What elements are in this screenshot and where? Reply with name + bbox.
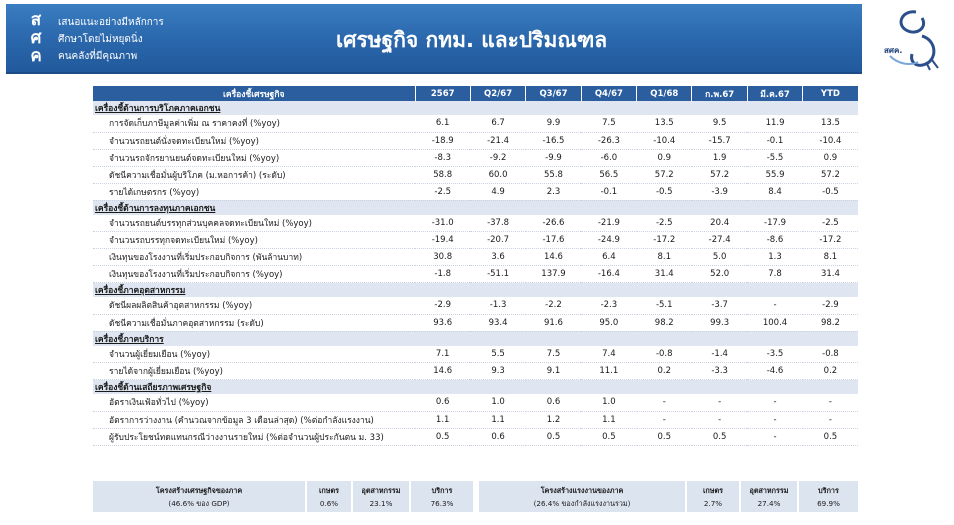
indicator-label: รายได้เกษตรกร (%yoy) <box>93 183 415 200</box>
table-row <box>93 346 858 363</box>
section-title: เครื่องชี้ด้านการบริโภคภาคเอกชน <box>93 101 858 115</box>
section-title: เครื่องชี้ภาคบริการ <box>93 331 858 346</box>
indicator-value: -37.8 <box>470 215 525 232</box>
table-row <box>93 363 858 380</box>
indicator-value: 2.3 <box>526 183 581 200</box>
indicator-value: -2.2 <box>526 297 581 314</box>
indicator-value: 5.0 <box>692 249 747 266</box>
section-row <box>93 200 858 215</box>
indicator-value: - <box>747 297 802 314</box>
indicator-value: -5.5 <box>747 149 802 166</box>
indicator-value: 1.1 <box>581 411 636 428</box>
indicator-value: -3.7 <box>692 297 747 314</box>
indicator-value: -16.4 <box>581 266 636 283</box>
indicator-value: 1.0 <box>581 394 636 411</box>
indicator-value: 57.2 <box>803 166 858 183</box>
table-row <box>93 297 858 314</box>
indicator-value: 0.5 <box>581 428 636 445</box>
indicator-value: -21.4 <box>470 132 525 149</box>
indicator-value: 14.6 <box>526 249 581 266</box>
indicator-value: -0.5 <box>637 183 692 200</box>
indicator-value: 60.0 <box>470 166 525 183</box>
indicator-value: -21.9 <box>581 215 636 232</box>
column-header: Q4/67 <box>581 86 636 101</box>
column-header: มี.ค.67 <box>747 86 802 101</box>
table-row <box>93 183 858 200</box>
table-row <box>93 115 858 132</box>
indicator-value: - <box>637 411 692 428</box>
indicator-value: 0.5 <box>526 428 581 445</box>
footer-gdp-value: 0.6% <box>319 499 339 508</box>
indicator-value: -17.9 <box>747 215 802 232</box>
table-row <box>93 215 858 232</box>
footer-labor-share: (26.4% ของกำลังแรงงานรวม) <box>533 499 631 508</box>
indicator-value: 14.6 <box>415 363 470 380</box>
indicator-value: - <box>637 394 692 411</box>
org-slogan-line: ศึกษาโดยไม่หยุดนิ่ง <box>58 34 143 45</box>
indicator-value: 99.3 <box>692 314 747 331</box>
indicator-value: -26.6 <box>526 215 581 232</box>
section-row <box>93 380 858 395</box>
indicator-value: -24.9 <box>581 232 636 249</box>
section-title: เครื่องชี้ด้านเสถียรภาพเศรษฐกิจ <box>93 380 858 395</box>
column-header: Q1/68 <box>637 86 692 101</box>
indicator-value: 7.5 <box>581 115 636 132</box>
column-header: YTD <box>803 86 858 101</box>
indicator-value: 7.8 <box>747 266 802 283</box>
column-header: 2567 <box>415 86 470 101</box>
indicator-value: - <box>747 411 802 428</box>
table-row <box>93 166 858 183</box>
indicator-value: 8.4 <box>747 183 802 200</box>
indicator-value: 0.6 <box>526 394 581 411</box>
indicator-value: -17.6 <box>526 232 581 249</box>
indicator-value: -0.1 <box>581 183 636 200</box>
footer-labor-title: โครงสร้างแรงงานของภาค <box>540 486 624 495</box>
indicator-value: -5.1 <box>637 297 692 314</box>
indicator-value: 1.1 <box>415 411 470 428</box>
indicator-label: จำนวนรถบรรทุกจดทะเบียนใหม่ (%yoy) <box>93 232 415 249</box>
indicator-value: 11.9 <box>747 115 802 132</box>
indicator-value: -2.5 <box>637 215 692 232</box>
indicator-value: 52.0 <box>692 266 747 283</box>
brand-logo <box>876 6 948 72</box>
indicator-value: - <box>803 411 858 428</box>
footer-labor-value: 27.4% <box>757 499 781 508</box>
table-row <box>93 249 858 266</box>
table-row <box>93 232 858 249</box>
org-slogan-line: คนคลังที่มีคุณภาพ <box>58 51 138 62</box>
indicator-value: -27.4 <box>692 232 747 249</box>
footer-gdp-share: (46.6% ของ GDP) <box>168 499 230 508</box>
indicator-value: 9.3 <box>470 363 525 380</box>
indicator-value: -17.2 <box>637 232 692 249</box>
indicator-label: อัตราเงินเฟ้อทั่วไป (%yoy) <box>93 394 415 411</box>
footer-labor-col <box>799 481 858 512</box>
indicator-value: 0.5 <box>692 428 747 445</box>
indicator-value: -10.4 <box>803 132 858 149</box>
indicator-value: 20.4 <box>692 215 747 232</box>
table-row <box>93 266 858 283</box>
indicator-value: 7.1 <box>415 346 470 363</box>
section-row <box>93 331 858 346</box>
indicator-value: 137.9 <box>526 266 581 283</box>
indicator-value: 6.1 <box>415 115 470 132</box>
footer-gdp-value: 23.1% <box>369 499 393 508</box>
indicator-value: 30.8 <box>415 249 470 266</box>
indicator-value: 55.9 <box>747 166 802 183</box>
indicator-value: 6.4 <box>581 249 636 266</box>
indicator-value: 93.4 <box>470 314 525 331</box>
indicator-value: - <box>692 394 747 411</box>
footer-labor-value: 69.9% <box>817 499 840 508</box>
table-row <box>93 394 858 411</box>
footer-gdp-col <box>411 481 473 512</box>
indicator-value: -31.0 <box>415 215 470 232</box>
indicator-value: - <box>692 411 747 428</box>
org-logo-letter: ส <box>30 10 42 30</box>
column-header: เครื่องชี้เศรษฐกิจ <box>93 86 415 101</box>
indicator-value: -2.5 <box>803 215 858 232</box>
footer-gdp-col <box>353 481 409 512</box>
table-row <box>93 149 858 166</box>
indicator-label: จำนวนรถยนต์นั่งจดทะเบียนใหม่ (%yoy) <box>93 132 415 149</box>
footer-labor-header: บริการ <box>818 486 839 495</box>
table-header-row <box>93 86 858 101</box>
indicator-value: -15.7 <box>692 132 747 149</box>
indicator-value: 98.2 <box>637 314 692 331</box>
footer-gdp-title: โครงสร้างเศรษฐกิจของภาค <box>155 486 243 495</box>
indicator-value: -0.1 <box>747 132 802 149</box>
indicator-value: - <box>803 394 858 411</box>
indicator-label: จำนวนรถจักรยานยนต์จดทะเบียนใหม่ (%yoy) <box>93 149 415 166</box>
indicator-value: 56.5 <box>581 166 636 183</box>
brand-text: สศค. <box>884 46 903 55</box>
org-logo-letter: ค <box>30 46 42 66</box>
indicator-value: -9.2 <box>470 149 525 166</box>
indicator-value: 0.5 <box>415 428 470 445</box>
page-title: เศรษฐกิจ กทม. และปริมณฑล <box>336 28 608 52</box>
indicator-value: -0.8 <box>803 346 858 363</box>
column-header: Q3/67 <box>526 86 581 101</box>
org-slogan-line: เสนอแนะอย่างมีหลักการ <box>58 17 164 28</box>
indicator-value: 0.6 <box>415 394 470 411</box>
indicator-label: ดัชนีความเชื่อมั่นภาคอุตสาหกรรม (ระดับ) <box>93 314 415 331</box>
footer-labor-header: อุตสาหกรรม <box>749 486 789 495</box>
indicator-label: ดัชนีความเชื่อมั่นผู้บริโภค (ม.หอการค้า) (ระดับ) <box>93 166 415 183</box>
indicator-value: 0.9 <box>637 149 692 166</box>
indicator-value: -4.6 <box>747 363 802 380</box>
indicator-value: 31.4 <box>637 266 692 283</box>
indicator-value: 57.2 <box>692 166 747 183</box>
section-row <box>93 283 858 298</box>
footer-labor-header: เกษตร <box>702 486 724 495</box>
footer-labor-col <box>687 481 739 512</box>
footer-gdp-header: อุตสาหกรรม <box>361 486 401 495</box>
indicator-value: 13.5 <box>803 115 858 132</box>
indicator-value: -1.3 <box>470 297 525 314</box>
section-title: เครื่องชี้ด้านการลงทุนภาคเอกชน <box>93 200 858 215</box>
indicator-value: 0.6 <box>470 428 525 445</box>
indicator-value: -2.3 <box>581 297 636 314</box>
indicator-value: -3.3 <box>692 363 747 380</box>
indicator-value: -0.5 <box>803 183 858 200</box>
indicator-value: -51.1 <box>470 266 525 283</box>
indicator-value: -9.9 <box>526 149 581 166</box>
indicator-value: 6.7 <box>470 115 525 132</box>
indicator-value: -8.3 <box>415 149 470 166</box>
indicator-value: -2.9 <box>415 297 470 314</box>
header-banner <box>6 4 862 74</box>
indicator-value: 57.2 <box>637 166 692 183</box>
indicator-value: 0.2 <box>637 363 692 380</box>
footer-labor-value: 2.7% <box>703 499 723 508</box>
indicator-value: 7.5 <box>526 346 581 363</box>
indicator-value: - <box>747 394 802 411</box>
indicator-value: -3.5 <box>747 346 802 363</box>
indicator-value: 3.6 <box>470 249 525 266</box>
footer-gdp-value: 76.3% <box>430 499 454 508</box>
indicator-label: ผู้รับประโยชน์ทดแทนกรณีว่างงานรายใหม่ (%ต่อจำนวนผู้ประกันตน ม. 33) <box>93 428 415 445</box>
indicator-value: 8.1 <box>637 249 692 266</box>
indicator-value: 0.2 <box>803 363 858 380</box>
table-row <box>93 314 858 331</box>
indicator-value: -16.5 <box>526 132 581 149</box>
indicator-value: 55.8 <box>526 166 581 183</box>
indicator-value: 1.9 <box>692 149 747 166</box>
indicator-value: -18.9 <box>415 132 470 149</box>
indicator-label: อัตราการว่างงาน (คำนวณจากข้อมูล 3 เดือนล่าสุด) (%ต่อกำลังแรงงาน) <box>93 411 415 428</box>
indicator-value: -20.7 <box>470 232 525 249</box>
section-row <box>93 101 858 115</box>
indicator-value: -2.5 <box>415 183 470 200</box>
org-slogan <box>58 14 164 65</box>
indicator-value: 1.0 <box>470 394 525 411</box>
indicator-label: เงินทุนของโรงงานที่เริ่มประกอบกิจการ (พันล้านบาท) <box>93 249 415 266</box>
indicator-value: 8.1 <box>803 249 858 266</box>
footer-gdp-header: เกษตร <box>318 486 340 495</box>
indicator-value: 0.9 <box>803 149 858 166</box>
column-header: Q2/67 <box>470 86 525 101</box>
indicator-value: 7.4 <box>581 346 636 363</box>
indicator-value: 9.1 <box>526 363 581 380</box>
indicator-value: 9.5 <box>692 115 747 132</box>
indicator-value: -26.3 <box>581 132 636 149</box>
org-logo <box>24 12 50 66</box>
section-title: เครื่องชี้ภาคอุตสาหกรรม <box>93 283 858 298</box>
indicator-value: -8.6 <box>747 232 802 249</box>
indicator-value: -19.4 <box>415 232 470 249</box>
indicator-value: -2.9 <box>803 297 858 314</box>
org-logo-letter: ศ <box>30 28 42 48</box>
indicator-value: 1.1 <box>470 411 525 428</box>
indicator-value: 93.6 <box>415 314 470 331</box>
indicator-value: 11.1 <box>581 363 636 380</box>
indicator-value: 31.4 <box>803 266 858 283</box>
indicator-value: -17.2 <box>803 232 858 249</box>
indicator-value: -10.4 <box>637 132 692 149</box>
column-header: ก.พ.67 <box>692 86 747 101</box>
indicator-value: 1.3 <box>747 249 802 266</box>
indicator-value: -1.4 <box>692 346 747 363</box>
indicator-label: จำนวนผู้เยี่ยมเยือน (%yoy) <box>93 346 415 363</box>
table-row <box>93 411 858 428</box>
indicator-value: 0.5 <box>803 428 858 445</box>
indicator-value: 5.5 <box>470 346 525 363</box>
indicator-value: -1.8 <box>415 266 470 283</box>
footer-labor-title-box <box>479 481 685 512</box>
indicator-value: -6.0 <box>581 149 636 166</box>
indicator-label: การจัดเก็บภาษีมูลค่าเพิ่ม ณ ราคาคงที่ (%yoy) <box>93 115 415 132</box>
brand-swirl-icon <box>876 6 948 72</box>
indicator-value: 98.2 <box>803 314 858 331</box>
footer-gdp-header: บริการ <box>431 486 453 495</box>
table-row <box>93 428 858 445</box>
indicator-value: 9.9 <box>526 115 581 132</box>
indicator-value: 58.8 <box>415 166 470 183</box>
indicator-label: จำนวนรถยนต์บรรทุกส่วนบุคคลจดทะเบียนใหม่ (%yoy) <box>93 215 415 232</box>
indicator-value: 13.5 <box>637 115 692 132</box>
footer-labor-col <box>741 481 797 512</box>
indicator-value: - <box>747 428 802 445</box>
footer-gdp-title-box <box>93 481 305 512</box>
indicator-value: 1.2 <box>526 411 581 428</box>
indicator-label: เงินทุนของโรงงานที่เริ่มประกอบกิจการ (%yoy) <box>93 266 415 283</box>
indicator-label: ดัชนีผลผลิตสินค้าอุตสาหกรรม (%yoy) <box>93 297 415 314</box>
indicator-label: รายได้จากผู้เยี่ยมเยือน (%yoy) <box>93 363 415 380</box>
indicator-value: 0.5 <box>637 428 692 445</box>
table-row <box>93 132 858 149</box>
footer-gdp-col <box>307 481 351 512</box>
indicator-value: 100.4 <box>747 314 802 331</box>
indicator-value: -3.9 <box>692 183 747 200</box>
structure-footer <box>93 481 858 512</box>
indicator-value: 91.6 <box>526 314 581 331</box>
economic-indicators-table <box>93 86 858 446</box>
indicator-value: -0.8 <box>637 346 692 363</box>
indicator-value: 4.9 <box>470 183 525 200</box>
indicator-value: 95.0 <box>581 314 636 331</box>
